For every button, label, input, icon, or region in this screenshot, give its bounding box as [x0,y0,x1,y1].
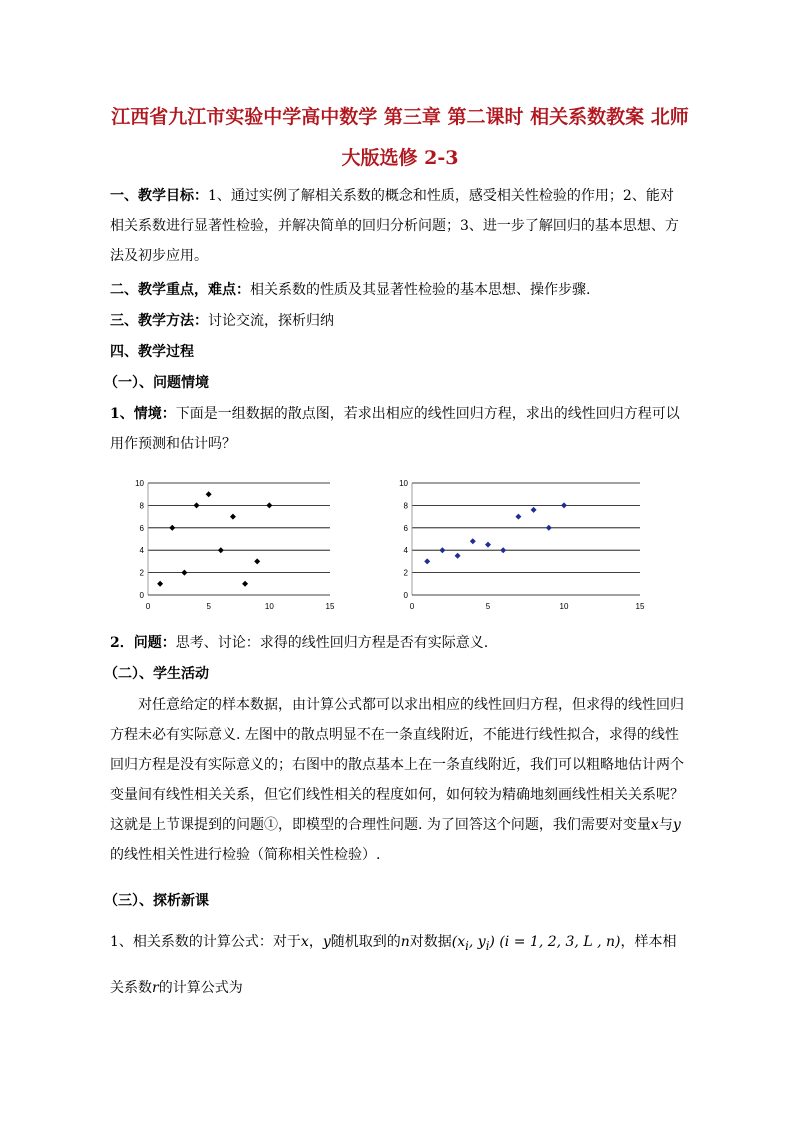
x-tick-label: 5 [206,602,211,611]
y-tick-label: 2 [139,568,144,578]
question-text: 思考、讨论：求得的线性回归方程是否有实际意义. [175,635,489,651]
and-text: 与 [658,817,673,833]
var-x: x [650,817,659,833]
data-point [439,547,445,553]
data-point [242,581,248,587]
y-tick-label: 2 [403,568,408,578]
data-point [266,502,272,508]
scene-heading: 1、情境： [110,406,176,422]
data-point [206,491,212,497]
activity-text-b: 的线性相关性进行检验（简称相关性检验）. [110,847,381,863]
data-point [169,525,175,531]
teaching-methods [110,306,686,336]
formula-sep: ， [308,934,323,950]
formula-var-n: n [400,934,410,950]
x-tick-label: 15 [325,602,335,611]
teaching-goals [110,181,686,271]
y-tick-label: 6 [139,523,144,533]
scatter-chart-right [390,474,652,616]
x-tick-label: 0 [409,602,415,611]
subsection-2-heading: （二）、学生活动 [104,666,209,682]
formula-range: (i = 1, 2, 3, L , n) [499,934,621,950]
data-point [515,514,521,520]
question-heading: 2．问题： [110,635,176,651]
data-point [546,525,552,531]
x-tick-label: 15 [635,602,645,611]
data-point [561,502,567,508]
formula-paragraph [110,921,686,1009]
y-tick-label: 0 [403,591,408,600]
methods-heading: 三、教学方法： [110,313,208,329]
x-tick-label: 0 [145,602,151,611]
subsection-3-heading: （三）、探析新课 [104,893,209,909]
formula-text-e: 的计算公式为 [158,979,243,996]
data-point [455,553,461,559]
activity-paragraph [110,690,686,870]
y-tick-label: 8 [139,501,144,511]
data-point [424,558,430,564]
formula-text-d: ，样本相关系数 [110,934,677,996]
scene-paragraph [110,399,686,459]
y-tick-label: 8 [403,501,408,511]
y-tick-label: 10 [135,479,144,488]
question-paragraph [110,628,686,658]
goals-text: 1、通过实例了解相关系数的概念和性质，感受相关性检验的作用；2、能对相关系数进行显著性检验，并解决简单的回归分析问题；3、进一步了解回归的基本思想、方法及初步应用。 [110,188,679,264]
data-point [485,542,491,548]
document-title-line2: 大版选修 2-3 [341,147,459,169]
process-heading: 四、教学过程 [110,344,194,360]
formula-text-a: 1、相关系数的计算公式：对于 [110,934,301,950]
data-point [218,547,224,553]
y-tick-label: 4 [139,546,144,556]
y-tick-label: 6 [403,523,408,533]
x-tick-label: 10 [559,602,569,611]
formula-var-y: y [322,934,331,950]
activity-text-a: 对任意给定的样本数据，由计算公式都可以求出相应的线性回归方程，但求得的线性回归方程未必有实际意义. 左图中的散点明显不在一条直线附近，不能进行线性拟合，求得的线性回归方程是没有实际意义的；右图中的散点基本上在一条直线附近，我们可以粗略地估计两个变量间有线性相关关系，但它们线性相关的程度如何，如何较为精确地刻画线性相关关系呢？这就是上节课提到的问题①，即模型的合理性问题. 为了回答这个问题，我们需要对变量 [110,697,684,833]
x-tick-label: 10 [264,602,274,611]
y-tick-label: 10 [399,479,408,488]
goals-heading: 一、教学目标： [110,188,208,204]
var-y: y [672,817,681,833]
subsection-1-heading: （一）、问题情境 [104,375,209,391]
scene-text: 下面是一组数据的散点图，若求出相应的线性回归方程，求出的线性回归方程可以用作预测和估计吗？ [110,406,680,452]
data-point [181,570,187,576]
data-point [157,581,163,587]
formula-var-x: x [300,934,309,950]
keypoints-text: 相关系数的性质及其显著性检验的基本思想、操作步骤. [250,282,591,298]
document-title-line1: 江西省九江市实验中学高中数学 第三章 第二课时 相关系数教案 北师 [111,106,689,128]
y-tick-label: 4 [403,546,408,556]
formula-var-r: r [152,979,159,996]
data-point [500,547,506,553]
formula-text-c: 对数据 [409,934,452,950]
data-point [230,514,236,520]
keypoints-heading: 二、教学重点，难点： [110,282,250,298]
data-point [254,558,260,564]
data-point [531,507,537,513]
data-point [194,502,200,508]
scatter-chart-left [120,474,342,616]
formula-pair: ($x_i$, $y_i$) [451,934,495,953]
methods-text: 讨论交流，探析归纳 [208,313,334,329]
y-tick-label: 0 [139,591,144,600]
x-tick-label: 5 [485,602,491,611]
data-point [470,538,476,544]
formula-text-b: 随机取到的 [330,934,401,950]
teaching-keypoints [110,275,686,305]
